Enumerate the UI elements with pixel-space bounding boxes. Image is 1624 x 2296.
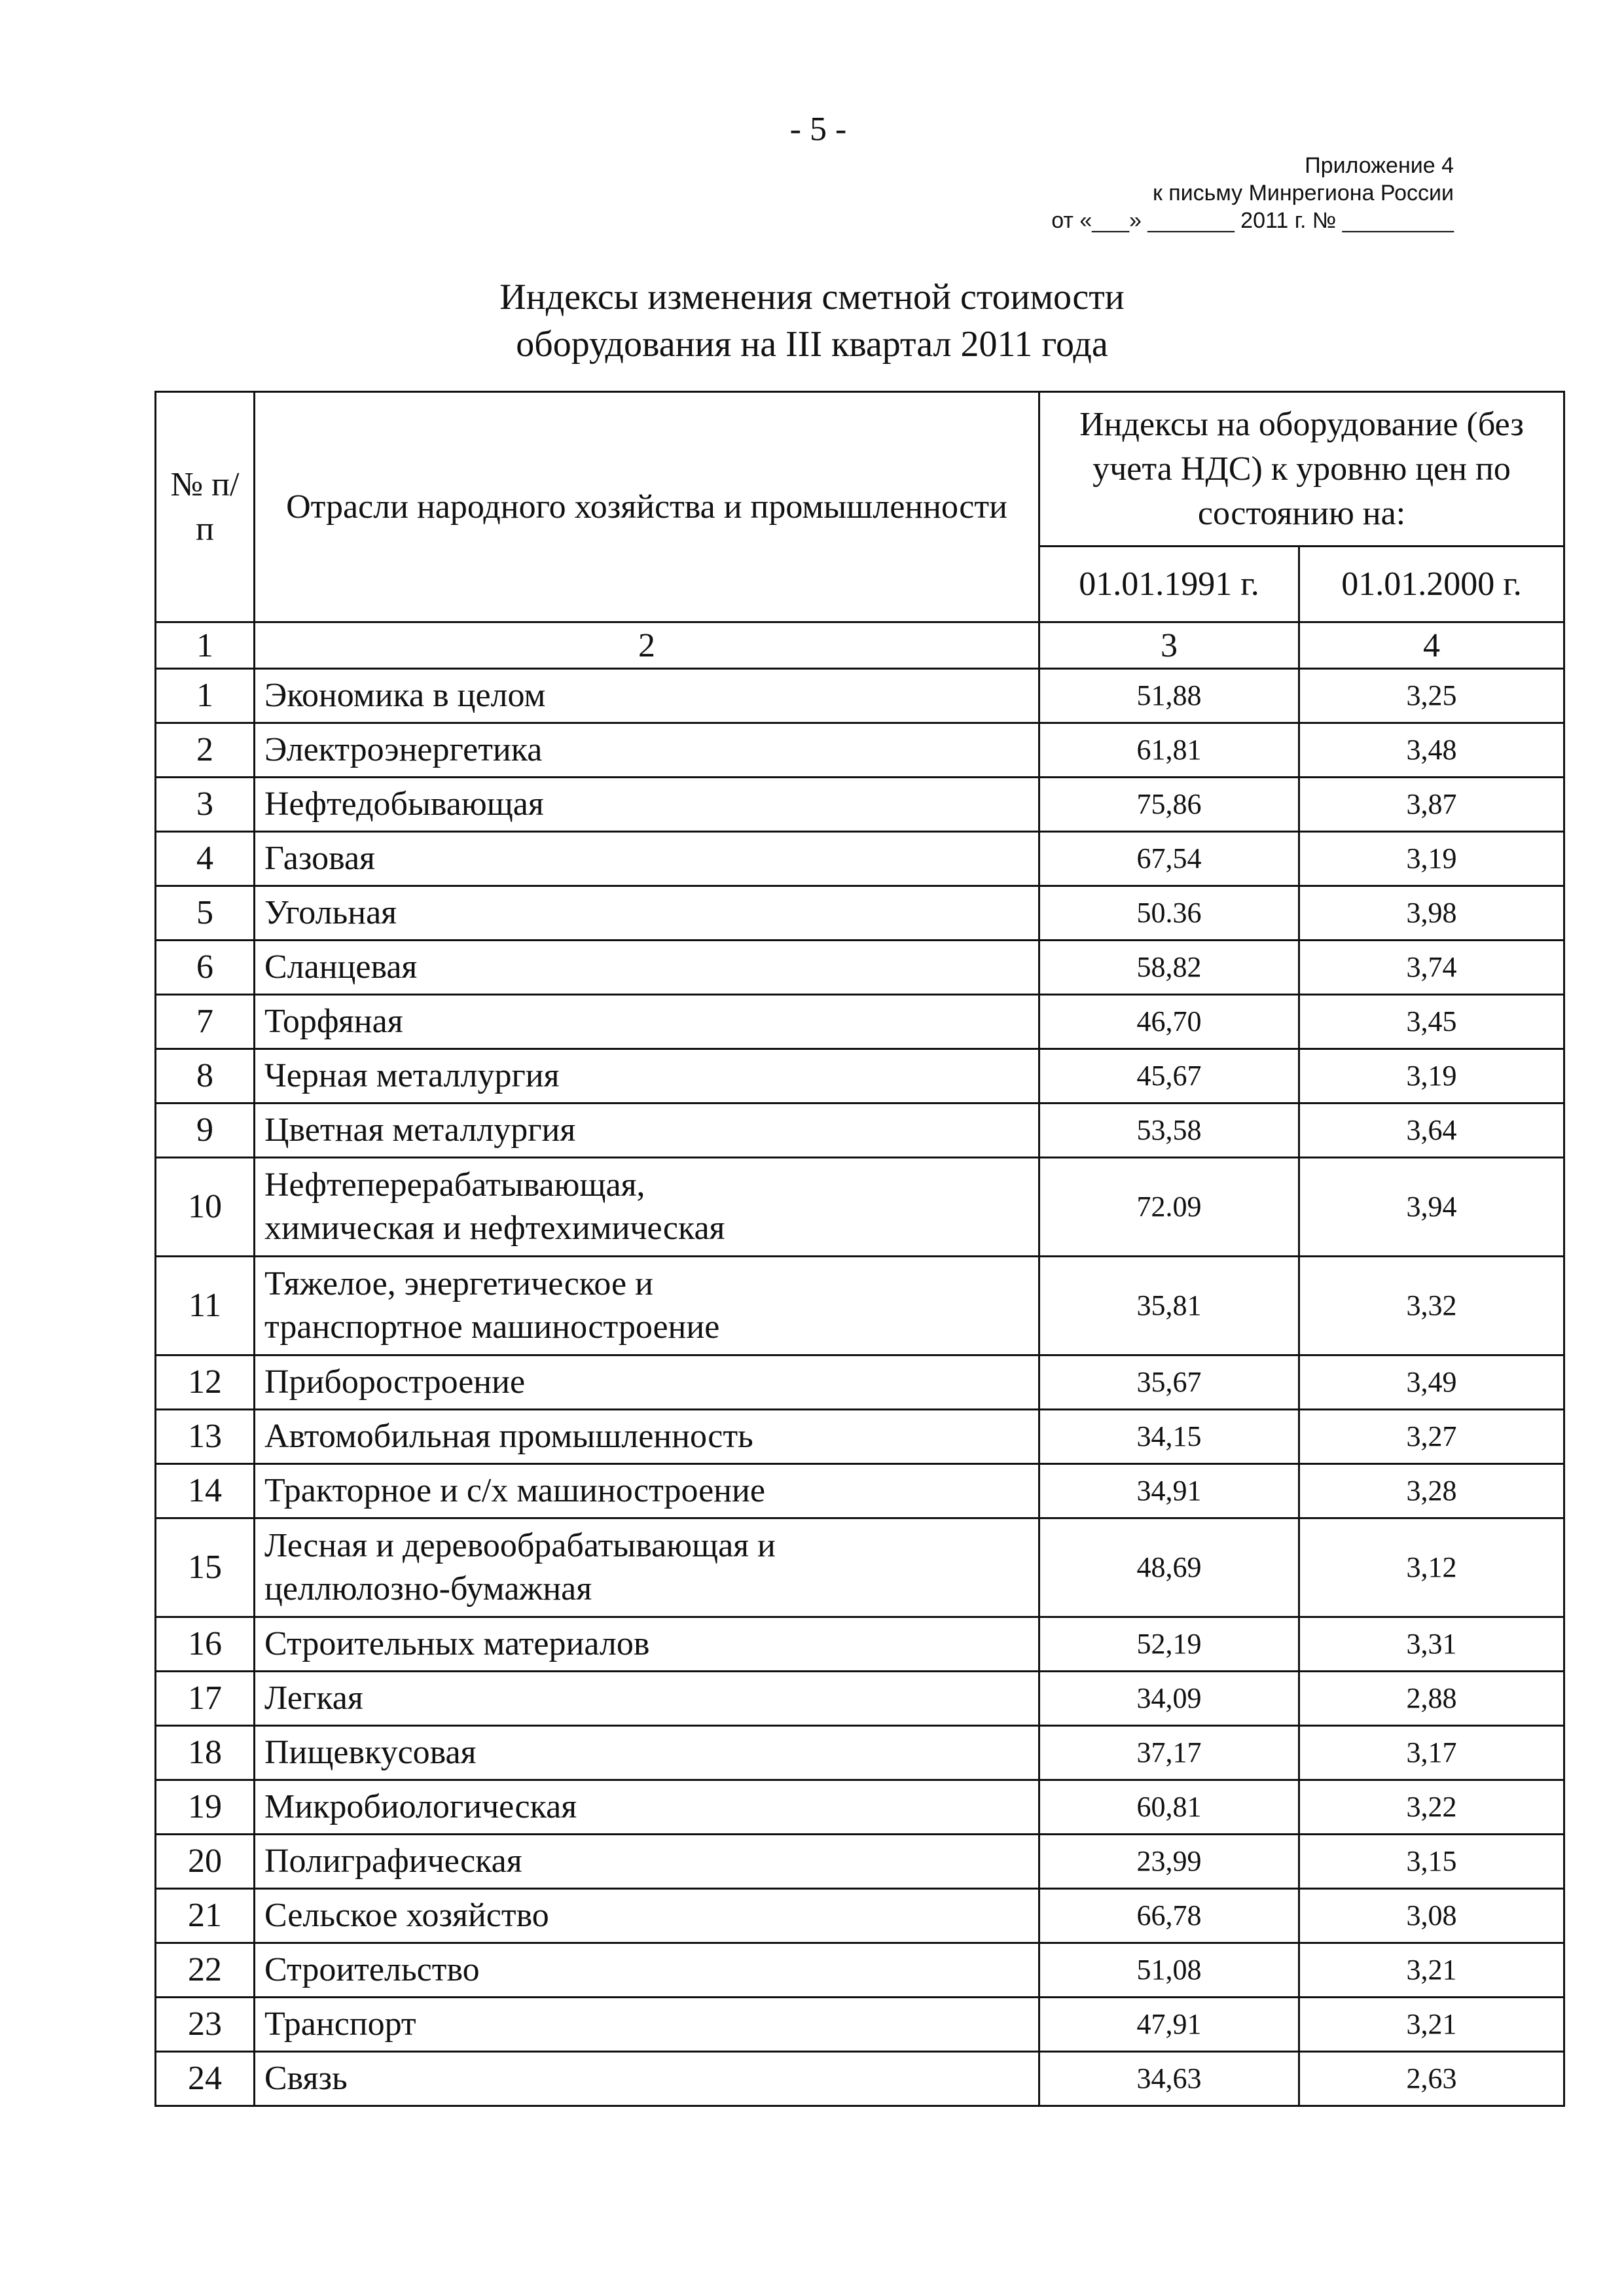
row-number: 10 xyxy=(156,1158,255,1257)
table-row xyxy=(156,723,1564,778)
appendix-letter-ref: к письму Минрегиона России xyxy=(1152,181,1454,206)
table-row xyxy=(156,1257,1564,1355)
row-number: 3 xyxy=(156,778,255,832)
index-2000-value: 3,31 xyxy=(1299,1617,1564,1672)
document-title-line-2: оборудования на III квартал 2011 года xyxy=(516,324,1108,365)
sector-name: Автомобильная промышленность xyxy=(255,1410,1039,1464)
index-1991-value: 67,54 xyxy=(1039,832,1299,886)
table-row xyxy=(156,832,1564,886)
sector-name: Строительство xyxy=(255,1943,1039,1998)
index-2000-value: 3,28 xyxy=(1299,1464,1564,1518)
index-2000-value: 2,88 xyxy=(1299,1672,1564,1726)
table-row xyxy=(156,1049,1564,1103)
sector-name xyxy=(255,1518,1039,1617)
index-2000-value: 3,32 xyxy=(1299,1257,1564,1355)
sector-name-line-1: Лесная и деревообрабатывающая и xyxy=(264,1527,776,1564)
table-header-row xyxy=(156,392,1564,547)
table-row xyxy=(156,1410,1564,1464)
index-2000-value: 3,74 xyxy=(1299,941,1564,995)
sector-name: Экономика в целом xyxy=(255,669,1039,723)
row-number: 4 xyxy=(156,832,255,886)
table-row xyxy=(156,1780,1564,1835)
sector-name-line-1: Нефтеперерабатывающая, xyxy=(264,1166,645,1204)
header-indices: Индексы на оборудование (без учета НДС) к уровню цен по состоянию на: xyxy=(1039,392,1564,547)
sector-name-line-2: целлюлозно-бумажная xyxy=(264,1570,592,1607)
index-2000-value: 3,98 xyxy=(1299,886,1564,941)
table-row xyxy=(156,1355,1564,1410)
table-row xyxy=(156,1726,1564,1780)
table-row xyxy=(156,1672,1564,1726)
row-number: 5 xyxy=(156,886,255,941)
sector-name: Легкая xyxy=(255,1672,1039,1726)
index-1991-value: 46,70 xyxy=(1039,995,1299,1049)
row-number: 23 xyxy=(156,1998,255,2052)
table-row xyxy=(156,1998,1564,2052)
row-number: 8 xyxy=(156,1049,255,1103)
row-number: 7 xyxy=(156,995,255,1049)
row-number: 9 xyxy=(156,1103,255,1158)
row-number: 24 xyxy=(156,2052,255,2106)
sector-name: Приборостроение xyxy=(255,1355,1039,1410)
sector-name: Сельское хозяйство xyxy=(255,1889,1039,1943)
index-1991-value: 60,81 xyxy=(1039,1780,1299,1835)
table-row xyxy=(156,1103,1564,1158)
table-row xyxy=(156,2052,1564,2106)
sector-name: Тракторное и с/х машиностроение xyxy=(255,1464,1039,1518)
header-date-2000: 01.01.2000 г. xyxy=(1299,547,1564,622)
index-1991-value: 45,67 xyxy=(1039,1049,1299,1103)
table-row xyxy=(156,669,1564,723)
sector-name: Угольная xyxy=(255,886,1039,941)
index-1991-value: 23,99 xyxy=(1039,1835,1299,1889)
index-2000-value: 3,19 xyxy=(1299,1049,1564,1103)
sector-name: Пищевкусовая xyxy=(255,1726,1039,1780)
row-number: 13 xyxy=(156,1410,255,1464)
index-1991-value: 48,69 xyxy=(1039,1518,1299,1617)
column-number: 1 xyxy=(156,622,255,669)
appendix-note xyxy=(1051,152,1454,234)
index-1991-value: 66,78 xyxy=(1039,1889,1299,1943)
row-number: 6 xyxy=(156,941,255,995)
row-number: 16 xyxy=(156,1617,255,1672)
index-1991-value: 75,86 xyxy=(1039,778,1299,832)
sector-name: Транспорт xyxy=(255,1998,1039,2052)
document-title-line-1: Индексы изменения сметной стоимости xyxy=(499,277,1125,317)
table-row xyxy=(156,1835,1564,1889)
index-2000-value: 3,12 xyxy=(1299,1518,1564,1617)
sector-name: Газовая xyxy=(255,832,1039,886)
index-1991-value: 35,81 xyxy=(1039,1257,1299,1355)
index-2000-value: 3,25 xyxy=(1299,669,1564,723)
table-row xyxy=(156,1889,1564,1943)
row-number: 19 xyxy=(156,1780,255,1835)
index-2000-value: 3,22 xyxy=(1299,1780,1564,1835)
index-1991-value: 47,91 xyxy=(1039,1998,1299,2052)
index-table xyxy=(154,391,1565,2107)
appendix-date-number: от «___» _______ 2011 г. № _________ xyxy=(1051,208,1454,233)
table-row xyxy=(156,995,1564,1049)
row-number: 2 xyxy=(156,723,255,778)
index-1991-value: 58,82 xyxy=(1039,941,1299,995)
index-2000-value: 3,21 xyxy=(1299,1943,1564,1998)
table-row xyxy=(156,1943,1564,1998)
index-2000-value: 3,21 xyxy=(1299,1998,1564,2052)
index-1991-value: 34,63 xyxy=(1039,2052,1299,2106)
index-1991-value: 51,88 xyxy=(1039,669,1299,723)
sector-name: Полиграфическая xyxy=(255,1835,1039,1889)
table-column-numbers-row xyxy=(156,622,1564,669)
row-number: 17 xyxy=(156,1672,255,1726)
page-number: - 5 - xyxy=(789,111,847,148)
index-1991-value: 53,58 xyxy=(1039,1103,1299,1158)
index-1991-value: 50.36 xyxy=(1039,886,1299,941)
table-row xyxy=(156,1464,1564,1518)
sector-name-line-1: Тяжелое, энергетическое и xyxy=(264,1265,653,1302)
row-number: 18 xyxy=(156,1726,255,1780)
sector-name-line-2: химическая и нефтехимическая xyxy=(264,1210,725,1247)
index-1991-value: 34,09 xyxy=(1039,1672,1299,1726)
index-1991-value: 51,08 xyxy=(1039,1943,1299,1998)
header-number: № п/п xyxy=(156,392,255,622)
sector-name xyxy=(255,1257,1039,1355)
table-row xyxy=(156,1617,1564,1672)
index-1991-value: 34,15 xyxy=(1039,1410,1299,1464)
sector-name: Электроэнергетика xyxy=(255,723,1039,778)
index-2000-value: 3,45 xyxy=(1299,995,1564,1049)
index-2000-value: 3,27 xyxy=(1299,1410,1564,1464)
sector-name xyxy=(255,1158,1039,1257)
table-row xyxy=(156,886,1564,941)
index-2000-value: 3,08 xyxy=(1299,1889,1564,1943)
row-number: 14 xyxy=(156,1464,255,1518)
row-number: 1 xyxy=(156,669,255,723)
index-2000-value: 3,64 xyxy=(1299,1103,1564,1158)
index-1991-value: 34,91 xyxy=(1039,1464,1299,1518)
column-number: 4 xyxy=(1299,622,1564,669)
header-sector: Отрасли народного хозяйства и промышленности xyxy=(255,392,1039,622)
table-row xyxy=(156,941,1564,995)
index-2000-value: 3,87 xyxy=(1299,778,1564,832)
row-number: 22 xyxy=(156,1943,255,1998)
index-1991-value: 72.09 xyxy=(1039,1158,1299,1257)
sector-name: Сланцевая xyxy=(255,941,1039,995)
sector-name: Связь xyxy=(255,2052,1039,2106)
row-number: 20 xyxy=(156,1835,255,1889)
index-2000-value: 3,49 xyxy=(1299,1355,1564,1410)
row-number: 15 xyxy=(156,1518,255,1617)
index-2000-value: 2,63 xyxy=(1299,2052,1564,2106)
table-row xyxy=(156,778,1564,832)
sector-name: Торфяная xyxy=(255,995,1039,1049)
sector-name-line-2: транспортное машиностроение xyxy=(264,1308,720,1346)
index-2000-value: 3,94 xyxy=(1299,1158,1564,1257)
sector-name: Черная металлургия xyxy=(255,1049,1039,1103)
index-1991-value: 61,81 xyxy=(1039,723,1299,778)
index-2000-value: 3,15 xyxy=(1299,1835,1564,1889)
sector-name: Цветная металлургия xyxy=(255,1103,1039,1158)
appendix-title: Приложение 4 xyxy=(1305,153,1454,178)
document-title xyxy=(0,274,1624,368)
index-1991-value: 37,17 xyxy=(1039,1726,1299,1780)
row-number: 12 xyxy=(156,1355,255,1410)
sector-name: Нефтедобывающая xyxy=(255,778,1039,832)
row-number: 11 xyxy=(156,1257,255,1355)
index-1991-value: 52,19 xyxy=(1039,1617,1299,1672)
index-2000-value: 3,19 xyxy=(1299,832,1564,886)
column-number: 2 xyxy=(255,622,1039,669)
row-number: 21 xyxy=(156,1889,255,1943)
table-row xyxy=(156,1158,1564,1257)
header-date-1991: 01.01.1991 г. xyxy=(1039,547,1299,622)
index-1991-value: 35,67 xyxy=(1039,1355,1299,1410)
column-number: 3 xyxy=(1039,622,1299,669)
index-2000-value: 3,17 xyxy=(1299,1726,1564,1780)
index-2000-value: 3,48 xyxy=(1299,723,1564,778)
sector-name: Микробиологическая xyxy=(255,1780,1039,1835)
sector-name: Строительных материалов xyxy=(255,1617,1039,1672)
table-row xyxy=(156,1518,1564,1617)
